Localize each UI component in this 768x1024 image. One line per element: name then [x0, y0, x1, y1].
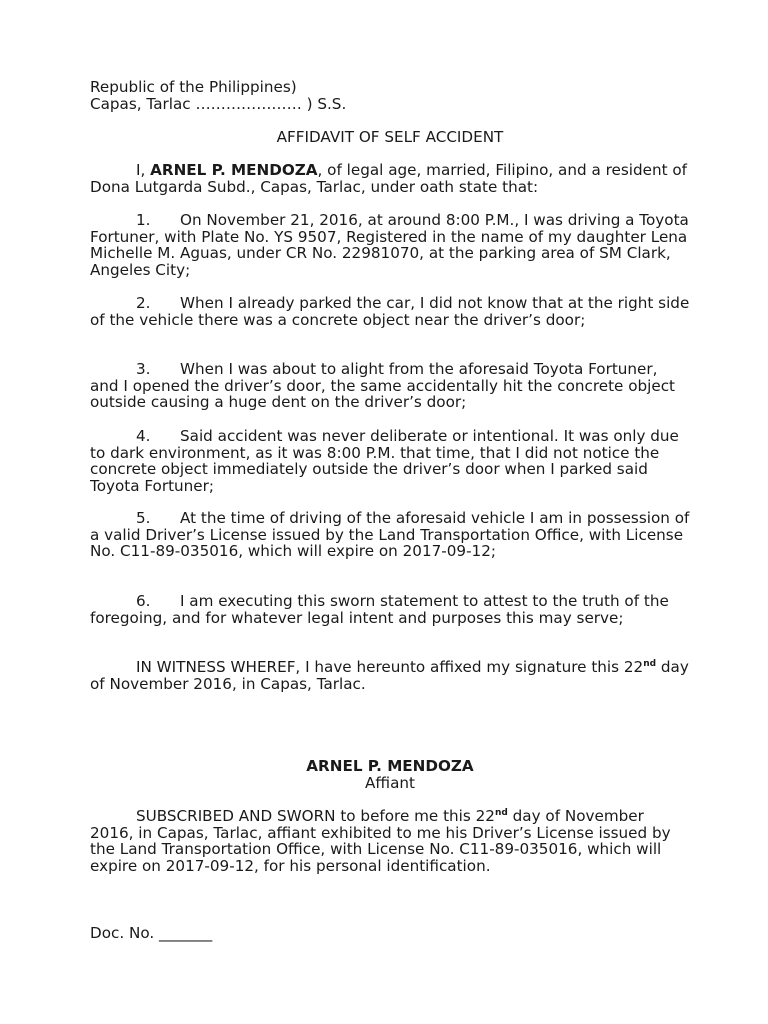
paragraph-5: [90, 510, 690, 560]
paragraph-4: [90, 428, 690, 494]
intro-paragraph: [90, 162, 690, 195]
paragraph-number: 4.: [136, 427, 151, 445]
intro-pre: I,: [136, 161, 151, 179]
jurat-post: day of November 2016, in Capas, Tarlac, affiant exhibited to me his Driver’s License issued by the Land Transportation Office, with License No. C11-89-035016, which will expire on 2017-09-12, for his personal identification.: [90, 807, 671, 875]
paragraph-2: [90, 295, 690, 328]
jurat-ordinal: nd: [494, 808, 508, 818]
paragraph-text: On November 21, 2016, at around 8:00 P.M., I was driving a Toyota Fortuner, with Plate No. YS 9507, Registered in the name of my daughter Lena Michelle M. Aguas, under CR No. 22981070, at the parking area of SM Clark, Angeles City;: [90, 211, 689, 279]
paragraph-number: 6.: [136, 592, 151, 610]
witness-ordinal: nd: [643, 659, 657, 669]
affiant-name-inline: ARNEL P. MENDOZA: [150, 161, 318, 179]
venue-line-2: Capas, Tarlac ………………… ) S.S.: [90, 94, 347, 113]
venue-line-1: Republic of the Philippines): [90, 78, 297, 96]
paragraph-text: Said accident was never deliberate or intentional. It was only due to dark environment, as it was 8:00 P.M. that time, that I did not notice the concrete object immediately outside the driver’s door when I parked said Toyota Fortuner;: [90, 427, 679, 495]
paragraph-3: [90, 361, 690, 411]
intro-post: , of legal age, married, Filipino, and a resident of Dona Lutgarda Subd., Capas, Tarlac, under oath state that:: [90, 161, 688, 196]
witness-post: day of November 2016, in Capas, Tarlac.: [90, 658, 689, 693]
paragraph-text: When I already parked the car, I did not know that at the right side of the vehicle there was a concrete object near the driver’s door;: [90, 294, 690, 329]
paragraph-text: At the time of driving of the aforesaid vehicle I am in possession of a valid Driver’s License issued by the Land Transportation Office, with License No. C11-89-035016, which will expire on 2017-09-12;: [90, 509, 690, 561]
paragraph-1: [90, 212, 690, 278]
paragraph-number: 3.: [136, 360, 151, 378]
affiant-signature-name: ARNEL P. MENDOZA: [306, 757, 474, 775]
paragraph-number: 1.: [136, 211, 151, 229]
witness-pre: IN WITNESS WHEREF, I have hereunto affixed my signature this 22: [136, 658, 644, 676]
document-title: AFFIDAVIT OF SELF ACCIDENT: [276, 128, 504, 146]
paragraph-6: [90, 593, 690, 626]
venue-block: [90, 79, 690, 112]
affiant-role: Affiant: [365, 773, 415, 792]
paragraph-text: When I was about to alight from the aforesaid Toyota Fortuner, and I opened the driver’s door, the same accidentally hit the concrete object outside causing a huge dent on the driver’s door;: [90, 360, 676, 412]
paragraph-text: I am executing this sworn statement to attest to the truth of the foregoing, and for whatever legal intent and purposes this may serve;: [90, 592, 669, 627]
witness-paragraph: [90, 659, 690, 692]
paragraph-number: 5.: [136, 509, 151, 527]
doc-number-line: Doc. No. _______: [90, 924, 213, 942]
jurat-paragraph: [90, 808, 690, 874]
jurat-pre: SUBSCRIBED AND SWORN to before me this 22: [136, 807, 495, 825]
paragraph-number: 2.: [136, 294, 151, 312]
signature-block: [90, 758, 690, 791]
